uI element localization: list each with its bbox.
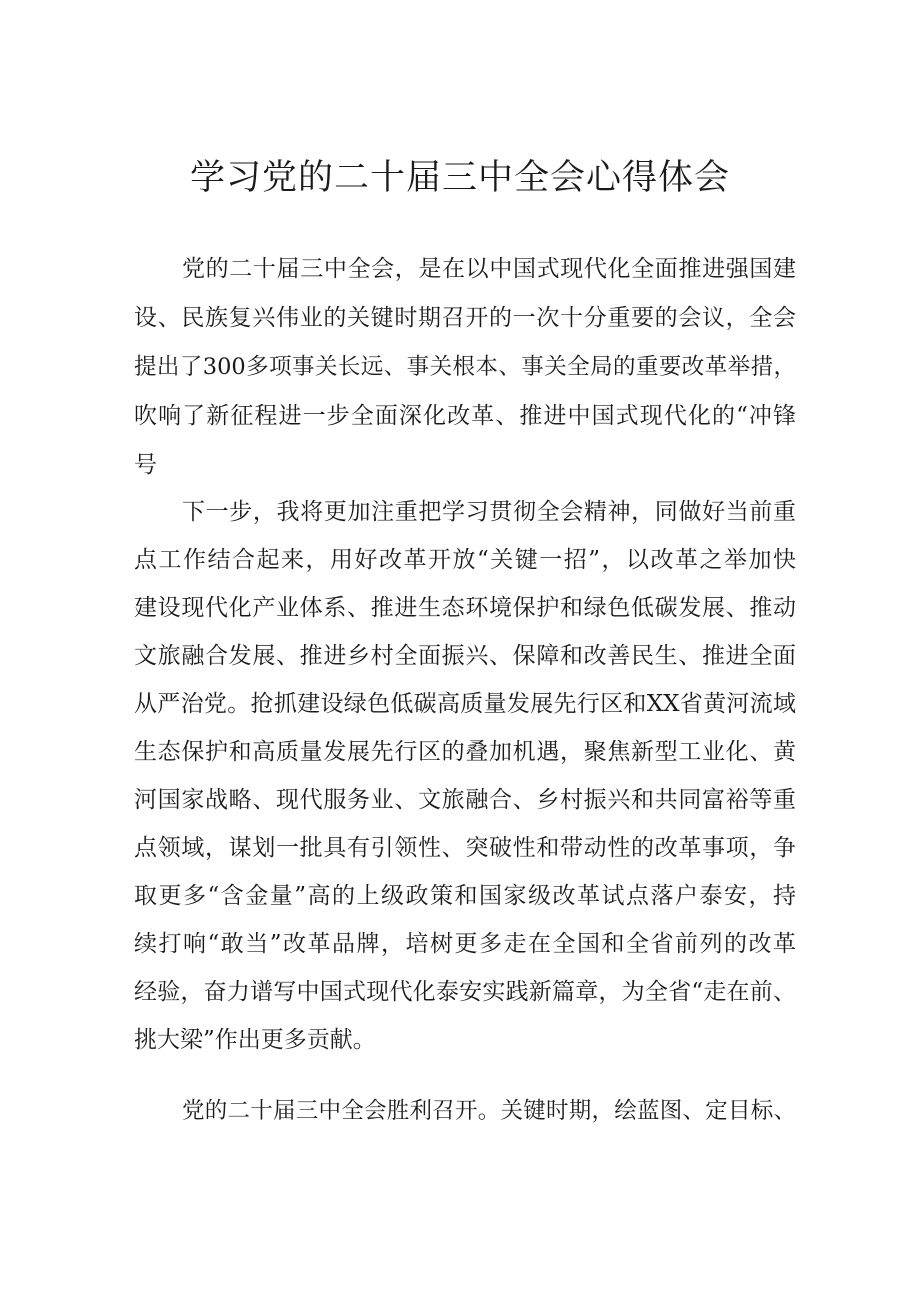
paragraph-line: 挑大梁”作出更多贡献。 <box>134 1027 376 1053</box>
paragraph-line: 点领域，谋划一批具有引领性、突破性和带动性的改革事项，争 <box>134 835 796 861</box>
paragraph-line: 点工作结合起来，用好改革开放“关键一招”，以改革之举加快 <box>134 547 796 573</box>
paragraph-line: 吹响了新征程进一步全面深化改革、推进中国式现代化的“冲锋 <box>134 403 796 429</box>
paragraph-line: 设、民族复兴伟业的关键时期召开的一次十分重要的会议，全会 <box>134 305 796 331</box>
paragraph-line: 取更多“含金量”高的上级政策和国家级改革试点落户泰安，持 <box>134 883 796 909</box>
paragraph-line: 党的二十届三中全会胜利召开。关键时期，绘蓝图、定目标、 <box>182 1098 796 1124</box>
paragraph-line: 从严治党。抢抓建设绿色低碳高质量发展先行区和XX省黄河流域 <box>134 691 796 717</box>
paragraph-line: 提出了300多项事关长远、事关根本、事关全局的重要改革举措， <box>134 354 796 380</box>
paragraph-line: 党的二十届三中全会，是在以中国式现代化全面推进强国建 <box>182 256 796 282</box>
paragraph-line: 建设现代化产业体系、推进生态环境保护和绿色低碳发展、推动 <box>134 595 796 621</box>
paragraph-line: 续打响“敢当”改革品牌，培树更多走在全国和全省前列的改革 <box>134 931 796 957</box>
paragraph-line: 经验，奋力谱写中国式现代化泰安实践新篇章，为全省“走在前、 <box>134 979 796 1005</box>
paragraph-line: 号 <box>134 452 157 478</box>
paragraph-line: 河国家战略、现代服务业、文旅融合、乡村振兴和共同富裕等重 <box>134 787 796 813</box>
paragraph-line: 生态保护和高质量发展先行区的叠加机遇，聚焦新型工业化、黄 <box>134 739 796 765</box>
document-title: 学习党的二十届三中全会心得体会 <box>189 158 730 198</box>
paragraph-line: 文旅融合发展、推进乡村全面振兴、保障和改善民生、推进全面 <box>134 643 796 669</box>
paragraph-line: 下一步，我将更加注重把学习贯彻全会精神，同做好当前重 <box>182 499 796 525</box>
